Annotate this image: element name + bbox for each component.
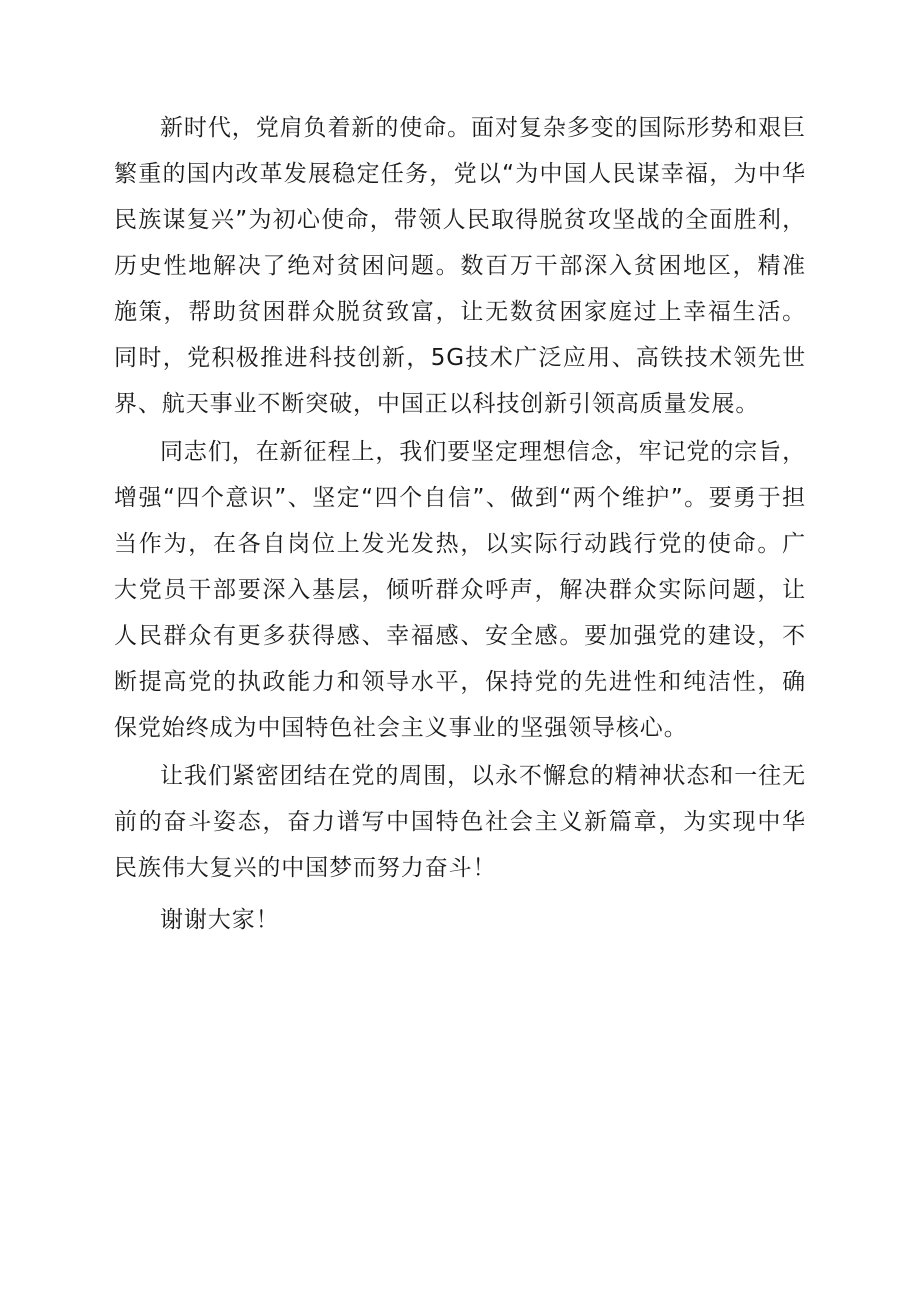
document-body bbox=[114, 105, 806, 945]
closing-thanks: 谢谢大家！ bbox=[160, 907, 280, 933]
paragraph-new-era-mission: 新时代，党肩负着新的使命。面对复杂多变的国际形势和艰巨繁重的国内改革发展稳定任务，党以“为中国人民谋幸福，为中华民族谋复兴”为初心使命，带领人民取得脱贫攻坚战的全面胜利，历史性地解决了绝对贫困问题。数百万干部深入贫困地区，精准施策，帮助贫困群众脱贫致富，让无数贫困家庭过上幸福生活。同时，党积极推进科技创新，5G技术广泛应用、高铁技术领先世界、航天事业不断突破，中国正以科技创新引领高质量发展。 bbox=[114, 115, 806, 417]
paragraph-comrades-new-journey: 同志们，在新征程上，我们要坚定理想信念，牢记党的宗旨，增强“四个意识”、坚定“四个自信”、做到“两个维护”。要勇于担当作为，在各自岗位上发光发热，以实际行动践行党的使命。广大党员干部要深入基层，倾听群众呼声，解决群众实际问题，让人民群众有更多获得感、幸福感、安全感。要加强党的建设，不断提高党的执政能力和领导水平，保持党的先进性和纯洁性，确保党始终成为中国特色社会主义事业的坚强领导核心。 bbox=[114, 439, 806, 741]
paragraph-unite-and-strive: 让我们紧密团结在党的周围，以永不懈怠的精神状态和一往无前的奋斗姿态，奋力谱写中国特色社会主义新篇章，为实现中华民族伟大复兴的中国梦而努力奋斗！ bbox=[114, 763, 806, 881]
